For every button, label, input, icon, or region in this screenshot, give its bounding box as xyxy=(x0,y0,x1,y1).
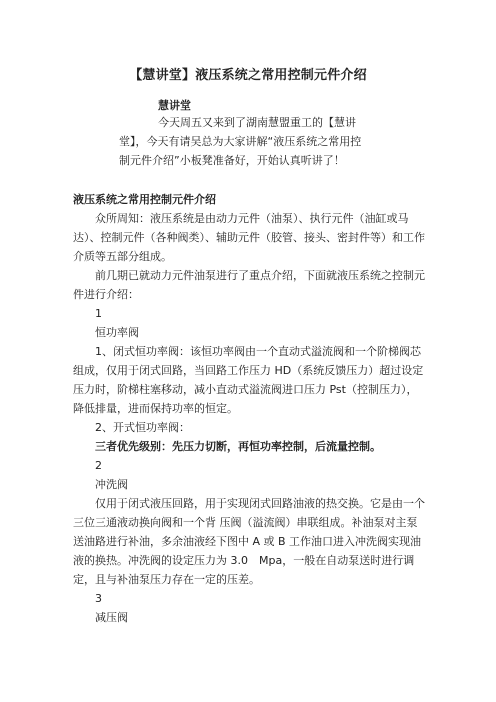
author-name: 慧讲堂 xyxy=(158,99,191,112)
section-title: 液压系统之常用控制元件介绍 xyxy=(73,193,216,206)
intro-paragraph xyxy=(119,113,371,170)
section-2-paragraph: 仅用于闭式液压回路，用于实现闭式回路油液的热交换。它是由一个三位三通液动换向阀和一个背 压阀（溢流阀）串联组成。补油泵对主泵送油路进行补油，多余油液经下图中 A 或 B 工作油口进入冲洗阀实现油液的换热。冲洗阀的设定压力为 3.0 Mpa，一般在自动泵送时进行调定，且与补油泵压力存在一定的压差。 xyxy=(73,497,425,586)
section-2-number: 2 xyxy=(95,459,102,472)
section-2-heading: 冲洗阀 xyxy=(95,478,128,491)
section-1-number: 1 xyxy=(95,307,102,320)
section-1-priority-note: 三者优先级别：先压力切断，再恒功率控制，后流量控制。 xyxy=(95,440,381,453)
article-body xyxy=(73,190,427,627)
section-3-number: 3 xyxy=(95,592,102,605)
paragraph-intro-control: 前几期已就动力元件油泵进行了重点介绍，下面就液压系统之控制元件进行介绍： xyxy=(73,269,425,301)
section-3-heading: 减压阀 xyxy=(95,611,128,624)
paragraph-composition: 众所周知：液压系统是由动力元件（油泵）、执行元件（油缸或马达）、控制元件（各种阀类）、辅助元件（胶管、接头、密封件等）和工作介质等五部分组成。 xyxy=(73,212,425,263)
section-1-heading: 恒功率阀 xyxy=(95,326,139,339)
section-1-paragraph-2: 2、开式恒功率阀： xyxy=(95,421,190,434)
intro-text: 今天周五又来到了湖南慧盟重工的【慧讲堂】，今天有请吴总为大家讲解“液压系统之常用控制元件介绍”小板凳准备好，开始认真听讲了！ xyxy=(119,116,362,167)
page-title: 【慧讲堂】液压系统之常用控制元件介绍 xyxy=(129,68,367,83)
section-1-paragraph-1: 1、闭式恒功率阀：该恒功率阀由一个直动式溢流阀和一个阶梯阀芯组成，仅用于闭式回路，当回路工作压力 HD（系统反馈压力）超过设定压力时，阶梯柱塞移动，减小直动式溢流阀进口压力 Pst（控制压力），降低排量，进而保持功率的恒定。 xyxy=(73,345,424,415)
